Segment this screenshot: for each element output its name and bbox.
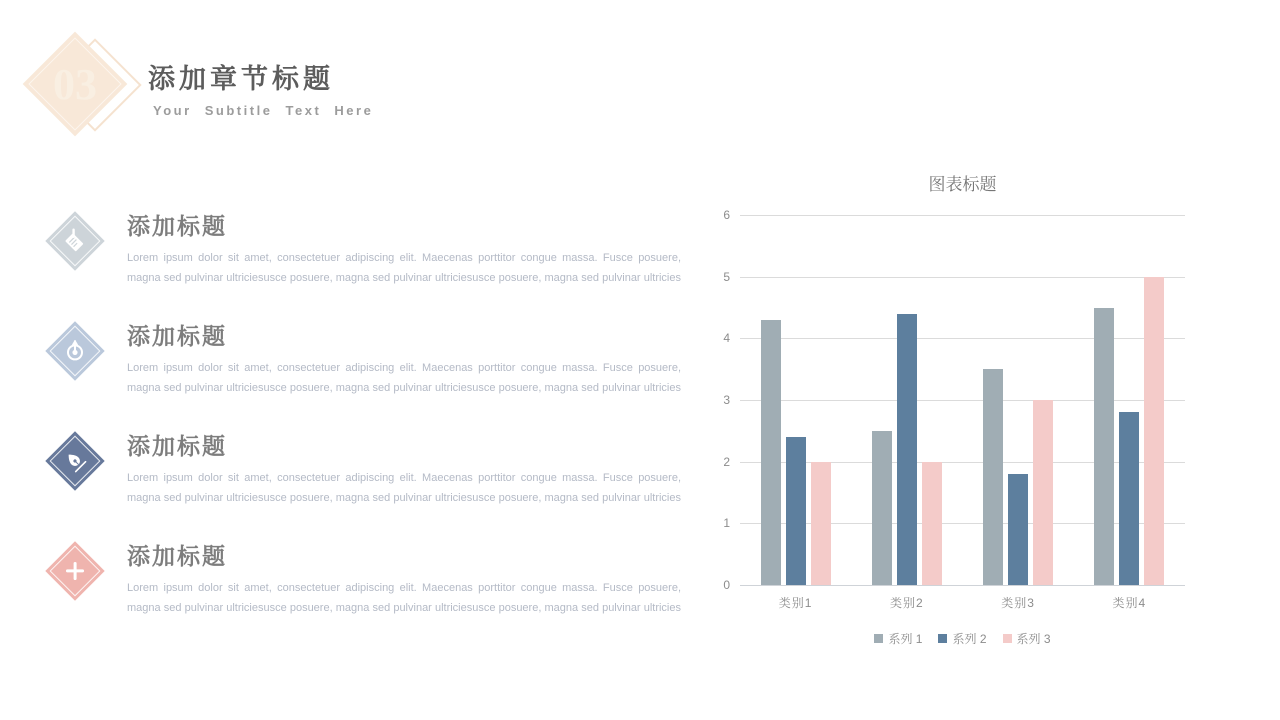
x-axis-category-label: 类别1	[778, 596, 813, 610]
item-title: 添加标题	[127, 544, 227, 569]
legend-label: 系列 2	[952, 632, 987, 646]
section-subtitle: Your Subtitle Text Here	[153, 103, 374, 118]
chart-title: 图表标题	[928, 175, 997, 194]
item-body: Lorem ipsum dolor sit amet, consectetuer adipiscing elit. Maecenas porttitor congue massa. Fusce posuere, magna sed pulvinar ultriciesusce posuere, magna sed pulvinar ultriciesusce posuere, magna sed pulvinar ultricies	[127, 472, 681, 504]
list-item	[45, 318, 681, 418]
bar	[1119, 412, 1139, 585]
legend-label: 系列 3	[1016, 632, 1051, 646]
x-axis-category-label: 类别4	[1112, 596, 1147, 610]
item-title: 添加标题	[127, 324, 227, 349]
legend-label: 系列 1	[888, 632, 923, 646]
gridline	[740, 585, 1185, 586]
legend-item	[874, 630, 922, 647]
item-body: Lorem ipsum dolor sit amet, consectetuer adipiscing elit. Maecenas porttitor congue massa. Fusce posuere, magna sed pulvinar ultriciesusce posuere, magna sed pulvinar ultriciesusce posuere, magna sed pulvinar ultricies	[127, 362, 681, 394]
item-text	[127, 208, 681, 288]
section-title: 添加章节标题	[148, 64, 334, 94]
item-text	[127, 318, 681, 398]
legend-item	[1003, 630, 1051, 647]
bar	[811, 462, 831, 585]
bar-group	[851, 215, 962, 585]
bar	[872, 431, 892, 585]
section-number-badge	[28, 36, 138, 138]
bar	[1033, 400, 1053, 585]
bar	[786, 437, 806, 585]
chart-category-axis	[740, 594, 1185, 611]
bar	[897, 314, 917, 585]
bar	[761, 320, 781, 585]
bar-group	[963, 215, 1074, 585]
bars-layer	[740, 215, 1185, 585]
y-axis-tick-label: 6	[723, 208, 730, 222]
bar	[1144, 277, 1164, 585]
list-item	[45, 208, 681, 308]
section-number: 03	[53, 59, 97, 109]
chart-legend	[740, 630, 1185, 647]
legend-swatch	[1003, 634, 1012, 643]
item-body: Lorem ipsum dolor sit amet, consectetuer adipiscing elit. Maecenas porttitor congue massa. Fusce posuere, magna sed pulvinar ultriciesusce posuere, magna sed pulvinar ultriciesusce posuere, magna sed pulvinar ultricies	[127, 582, 681, 614]
item-text	[127, 428, 681, 508]
x-axis-category-label: 类别2	[890, 596, 924, 610]
bar	[1008, 474, 1028, 585]
y-axis-tick-label: 5	[723, 269, 730, 284]
header-text	[148, 57, 373, 118]
bar-chart	[710, 170, 1195, 647]
item-body: Lorem ipsum dolor sit amet, consectetuer adipiscing elit. Maecenas porttitor congue massa. Fusce posuere, magna sed pulvinar ultriciesusce posuere, magna sed pulvinar ultriciesusce posuere, magna sed pulvinar ultricies	[127, 252, 681, 284]
y-axis-tick-label: 2	[723, 454, 730, 469]
y-axis-tick-label: 1	[723, 516, 730, 531]
item-text	[127, 538, 681, 618]
legend-item	[938, 630, 986, 647]
legend-swatch	[938, 634, 947, 643]
bar	[1094, 308, 1114, 586]
x-axis-category-label: 类别3	[1001, 596, 1035, 610]
y-axis-tick-label: 0	[723, 578, 730, 592]
list-item	[45, 428, 681, 528]
y-axis-tick-label: 3	[723, 393, 730, 407]
legend-swatch	[874, 634, 883, 643]
y-axis-tick-label: 4	[723, 331, 730, 346]
item-title: 添加标题	[127, 434, 227, 459]
item-title: 添加标题	[127, 214, 227, 239]
bar-group	[740, 215, 851, 585]
bar	[983, 369, 1003, 585]
bar-group	[1074, 215, 1185, 585]
bar	[922, 462, 942, 585]
chart-plot	[723, 208, 1185, 592]
list-item	[45, 538, 681, 638]
